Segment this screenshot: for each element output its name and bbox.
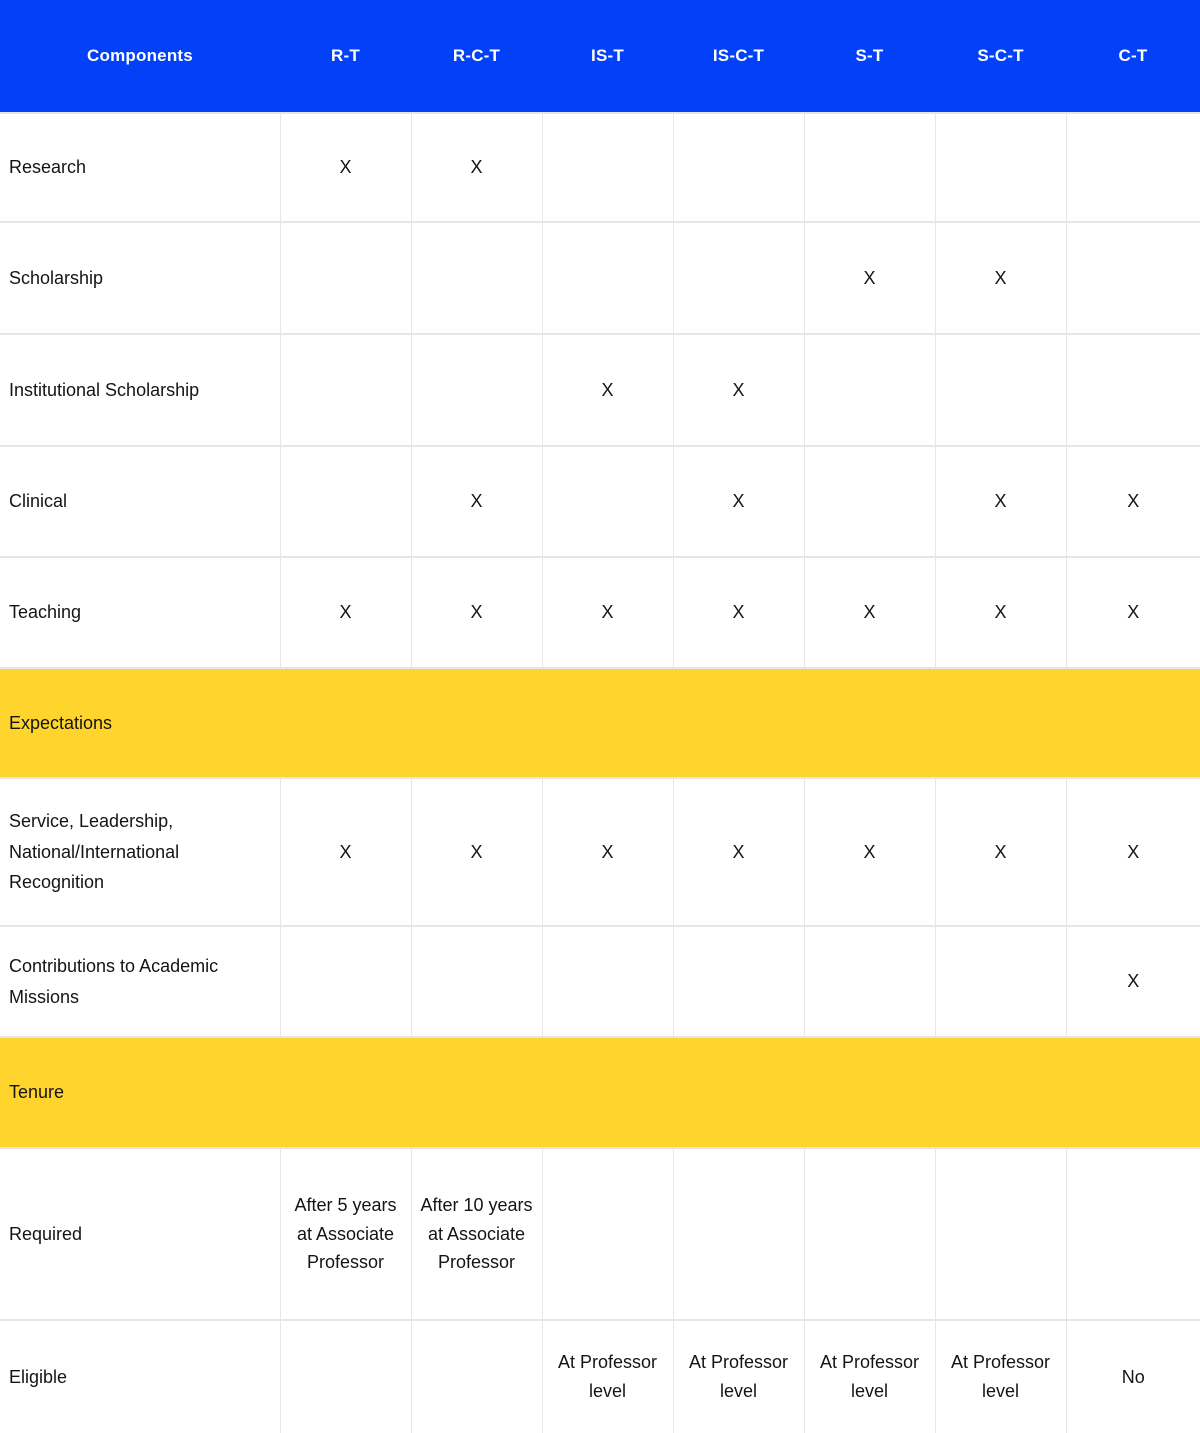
cell: X — [673, 557, 804, 668]
cell — [1066, 334, 1200, 446]
cell — [804, 446, 935, 557]
cell: X — [935, 222, 1066, 334]
row-label: Contributions to Academic Missions — [0, 926, 280, 1037]
cell: X — [673, 446, 804, 557]
cell — [673, 222, 804, 334]
cell: X — [804, 778, 935, 926]
cell — [1066, 113, 1200, 222]
cell — [542, 446, 673, 557]
cell — [411, 1320, 542, 1433]
cell: X — [1066, 557, 1200, 668]
cell: At Professor level — [673, 1320, 804, 1433]
column-header-st: S-T — [804, 0, 935, 113]
table-row-contributions-academic-missions — [0, 926, 1200, 1037]
cell: X — [411, 778, 542, 926]
column-header-ct: C-T — [1066, 0, 1200, 113]
cell: X — [935, 778, 1066, 926]
cell — [411, 926, 542, 1037]
table-row-research — [0, 113, 1200, 222]
row-label: Eligible — [0, 1320, 280, 1433]
cell — [935, 926, 1066, 1037]
section-label: Expectations — [0, 668, 1200, 778]
cell — [411, 334, 542, 446]
cell — [280, 334, 411, 446]
cell — [1066, 222, 1200, 334]
cell: At Professor level — [542, 1320, 673, 1433]
cell — [673, 926, 804, 1037]
cell: X — [280, 778, 411, 926]
cell: X — [1066, 926, 1200, 1037]
table-row-scholarship — [0, 222, 1200, 334]
cell: After 10 years at Associate Professor — [411, 1148, 542, 1320]
section-row-tenure — [0, 1037, 1200, 1148]
row-label: Service, Leadership, National/International Recognition — [0, 778, 280, 926]
table-row-institutional-scholarship — [0, 334, 1200, 446]
cell: X — [1066, 778, 1200, 926]
cell: No — [1066, 1320, 1200, 1433]
cell — [935, 334, 1066, 446]
table-row-required — [0, 1148, 1200, 1320]
cell: X — [804, 557, 935, 668]
cell — [280, 1320, 411, 1433]
cell — [1066, 1148, 1200, 1320]
column-header-sct: S-C-T — [935, 0, 1066, 113]
column-header-rct: R-C-T — [411, 0, 542, 113]
cell — [673, 1148, 804, 1320]
cell — [542, 222, 673, 334]
cell — [804, 926, 935, 1037]
cell — [542, 113, 673, 222]
cell — [411, 222, 542, 334]
table-row-clinical — [0, 446, 1200, 557]
cell: X — [411, 446, 542, 557]
cell — [280, 446, 411, 557]
cell — [280, 222, 411, 334]
column-header-ist: IS-T — [542, 0, 673, 113]
cell — [542, 1148, 673, 1320]
cell: X — [935, 557, 1066, 668]
cell: X — [935, 446, 1066, 557]
cell — [280, 926, 411, 1037]
cell — [804, 1148, 935, 1320]
header-row — [0, 0, 1200, 113]
cell: At Professor level — [804, 1320, 935, 1433]
cell — [804, 113, 935, 222]
row-label: Clinical — [0, 446, 280, 557]
cell — [673, 113, 804, 222]
cell: X — [280, 113, 411, 222]
cell: X — [673, 778, 804, 926]
cell: X — [804, 222, 935, 334]
cell — [935, 1148, 1066, 1320]
table-row-teaching — [0, 557, 1200, 668]
cell: X — [673, 334, 804, 446]
cell — [804, 334, 935, 446]
row-label: Teaching — [0, 557, 280, 668]
section-row-expectations — [0, 668, 1200, 778]
row-label: Scholarship — [0, 222, 280, 334]
column-header-isct: IS-C-T — [673, 0, 804, 113]
cell: X — [411, 557, 542, 668]
column-header-components: Components — [0, 0, 280, 113]
cell: After 5 years at Associate Professor — [280, 1148, 411, 1320]
table-row-service-leadership-recognition — [0, 778, 1200, 926]
row-label: Research — [0, 113, 280, 222]
cell — [935, 113, 1066, 222]
table-row-eligible — [0, 1320, 1200, 1433]
cell: X — [1066, 446, 1200, 557]
cell: X — [542, 778, 673, 926]
cell: At Professor level — [935, 1320, 1066, 1433]
cell: X — [542, 557, 673, 668]
column-header-rt: R-T — [280, 0, 411, 113]
section-label: Tenure — [0, 1037, 1200, 1148]
row-label: Required — [0, 1148, 280, 1320]
row-label: Institutional Scholarship — [0, 334, 280, 446]
cell: X — [280, 557, 411, 668]
cell — [542, 926, 673, 1037]
cell: X — [411, 113, 542, 222]
cell: X — [542, 334, 673, 446]
